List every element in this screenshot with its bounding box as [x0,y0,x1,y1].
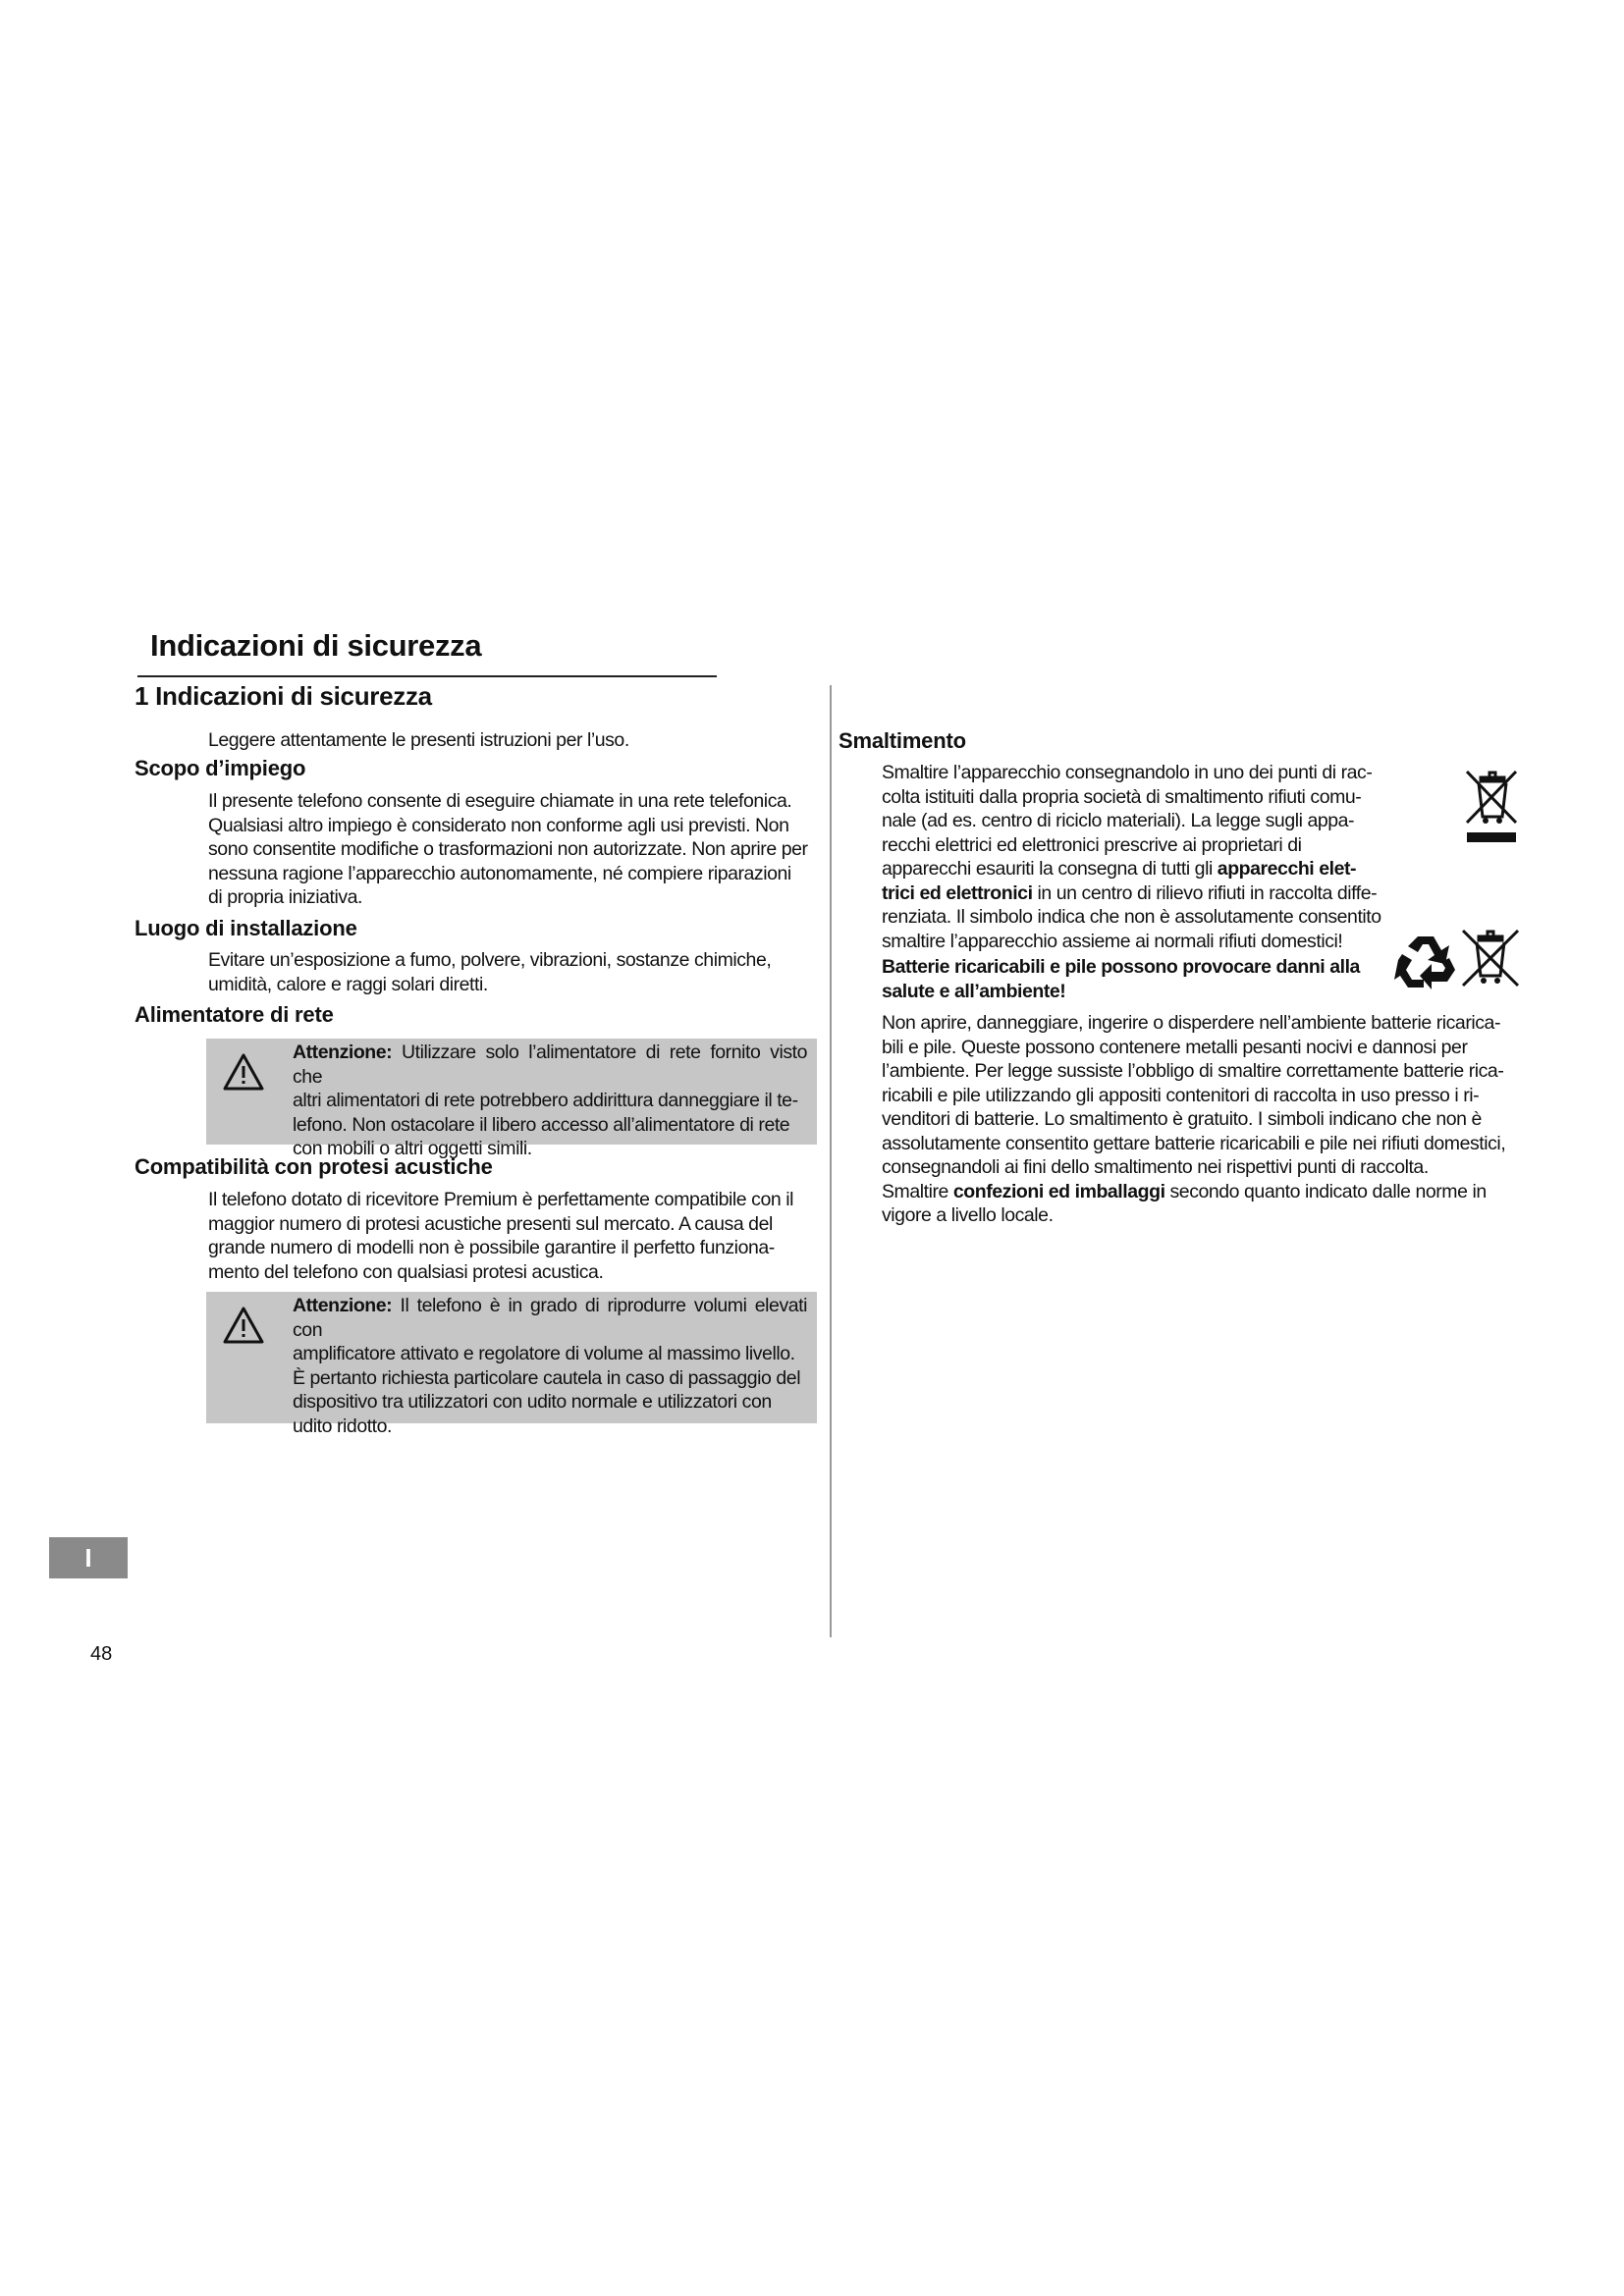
batterie-text [882,1011,1530,1228]
text-line: Il telefono dotato di ricevitore Premium è perfettamente compatibile con il [208,1189,793,1210]
text-line: Smaltire l’apparecchio consegnandolo in uno dei punti di rac- [882,762,1373,783]
smaltimento-heading: Smaltimento [839,728,966,753]
scopo-text [208,789,819,910]
text-line: umidità, calore e raggi solari diretti. [208,973,488,995]
crossed-out-bin-icon [1461,927,1520,991]
text-line: Non aprire, danneggiare, ingerire o disperdere nell’ambiente batterie ricarica- [882,1012,1500,1034]
text-line: colta istituiti dalla propria società di smaltimento rifiuti comu- [882,785,1362,808]
luogo-heading: Luogo di installazione [135,916,357,940]
text-line: renziata. Il simbolo indica che non è assolutamente consentito [882,906,1381,928]
smaltimento-text [882,761,1402,1003]
warning-box-alimentatore [206,1039,817,1159]
text-line: Evitare un’esposizione a fumo, polvere, vibrazioni, sostanze chimiche, [208,949,772,971]
text-line: consegnandoli ai fini dello smaltimento nei rispettivi punti di raccolta. [882,1156,1429,1178]
text-line: È pertanto richiesta particolare cautela in caso di passaggio del [293,1366,801,1389]
text-line: smaltire l’apparecchio assieme ai normali rifiuti domestici! [882,930,1343,952]
text-line: amplificatore attivato e regolatore di volume al massimo livello. [293,1343,795,1364]
compatibilita-text [208,1188,817,1284]
warning-label: Attenzione: [293,1295,393,1316]
text-line: venditori di batterie. Lo smaltimento è gratuito. I simboli indicano che non è [882,1108,1482,1130]
text-line: sono consentite modifiche o trasformazioni non autorizzate. Non aprire per [208,838,808,860]
text-segment: secondo quanto indicato dalle norme in [1164,1180,1487,1202]
warning-text [293,1041,807,1161]
text-segment: apparecchi esauriti la consegna di tutti gli [882,858,1218,880]
text-line: nale (ad es. centro di riciclo materiali). La legge sugli appa- [882,810,1355,831]
intro-text: Leggere attentamente le presenti istruzioni per l’uso. [208,729,629,751]
text-line: nessuna ragione l’apparecchio autonomamente, né compiere riparazioni [208,862,791,884]
section-title: 1 Indicazioni di sicurezza [135,681,432,711]
text-segment-bold: apparecchi elet- [1217,858,1357,880]
text-line: lefono. Non ostacolare il libero accesso all’alimentatore di rete [293,1113,790,1136]
text-segment: in un centro di rilievo rifiuti in raccolta diffe- [1032,881,1378,904]
luogo-text [208,948,771,996]
column-divider [830,685,832,1637]
compatibilita-heading: Compatibilità con protesi acustiche [135,1154,493,1179]
warning-triangle-icon [222,1052,265,1096]
text-segment: Smaltire [882,1180,953,1202]
warning-triangle-icon [222,1306,265,1350]
alimentatore-heading: Alimentatore di rete [135,1002,334,1027]
scopo-heading: Scopo d’impiego [135,756,306,780]
text-line: vigore a livello locale. [882,1204,1054,1226]
text-line: udito ridotto. [293,1415,393,1437]
text-line: mento del telefono con qualsiasi protesi acustica. [208,1260,604,1283]
text-line: bili e pile. Queste possono contenere metalli pesanti nocivi e dannosi per [882,1036,1468,1058]
header-rule [137,675,717,677]
warning-text [293,1294,807,1438]
text-line: Il presente telefono consente di eseguire chiamate in una rete telefonica. [208,790,792,812]
text-line: dispositivo tra utilizzatori con udito normale e utilizzatori con [293,1391,772,1413]
text-line: assolutamente consentito gettare batterie ricaricabili e pile nei rifiuti domestici, [882,1132,1506,1154]
batterie-warning-bold: salute e all’ambiente! [882,980,1066,1002]
recycling-icon [1394,931,1457,993]
text-segment-bold: trici ed elettronici [882,881,1033,904]
crossed-out-bin-icon [1465,766,1520,842]
language-tab: I [49,1537,128,1578]
batterie-warning-bold: Batterie ricaricabili e pile possono provocare danni alla [882,956,1360,978]
text-line: ricabili e pile utilizzando gli appositi contenitori di raccolta in uso presso i ri- [882,1084,1480,1106]
warning-label: Attenzione: [293,1041,393,1063]
text-line: altri alimentatori di rete potrebbero addirittura danneggiare il te- [293,1090,798,1111]
text-segment-bold: confezioni ed imballaggi [952,1180,1165,1202]
page-number: 48 [90,1643,113,1665]
text-line: Qualsiasi altro impiego è considerato non conforme agli usi previsti. Non [208,814,789,836]
page-title: Indicazioni di sicurezza [150,628,482,663]
text-line: recchi elettrici ed elettronici prescrive ai proprietari di [882,833,1302,856]
text-line: grande numero di modelli non è possibile garantire il perfetto funziona- [208,1237,775,1258]
text-line: l’ambiente. Per legge sussiste l’obbligo di smaltire correttamente batterie rica- [882,1060,1504,1082]
text-line: Utilizzare solo l’alimentatore di rete fornito visto che [293,1041,807,1088]
text-line: Il telefono è in grado di riprodurre volumi elevati con [293,1295,807,1341]
warning-box-compatibilita [206,1292,817,1437]
text-line: maggior numero di protesi acustiche presenti sul mercato. A causa del [208,1212,773,1235]
text-line: con mobili o altri oggetti simili. [293,1138,532,1159]
text-line: di propria iniziativa. [208,886,363,908]
